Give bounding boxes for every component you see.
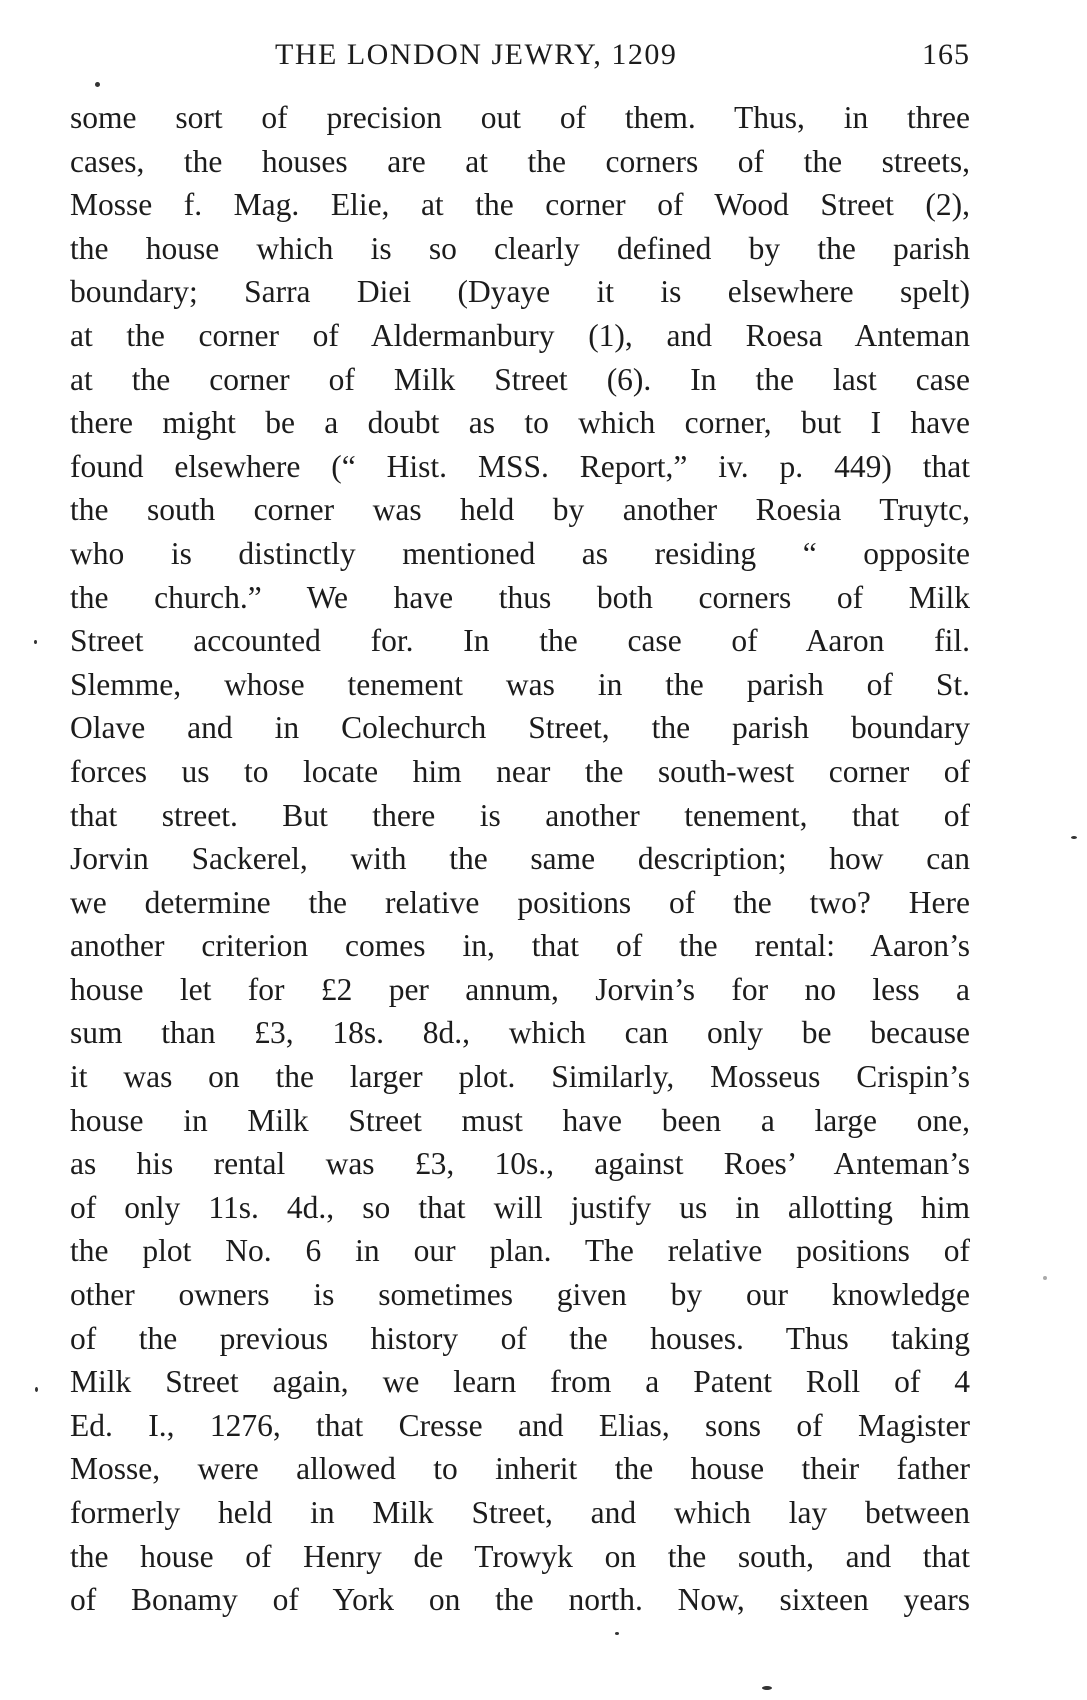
text-line: Mosse f. Mag. Elie, at the corner of Wood Street (2),: [70, 187, 970, 223]
text-line: another criterion comes in, that of the rental: Aaron’s: [70, 928, 970, 964]
scan-speck: [95, 82, 100, 87]
text-line: Mosse, were allowed to inherit the house their father: [70, 1451, 970, 1487]
text-line: found elsewhere (“ Hist. MSS. Report,” iv. p. 449) that: [70, 448, 970, 484]
text-line: it was on the larger plot. Similarly, Mosseus Crispin’s: [70, 1059, 970, 1095]
scan-speck: [762, 1686, 772, 1690]
scan-speck: [35, 1387, 38, 1392]
text-line: the plot No. 6 in our plan. The relative positions of: [70, 1233, 970, 1269]
text-line: the south corner was held by another Roesia Truytc,: [70, 492, 970, 528]
text-line: house let for £2 per annum, Jorvin’s for no less a: [70, 971, 970, 1007]
text-line: house in Milk Street must have been a large one,: [70, 1102, 970, 1138]
text-line: as his rental was £3, 10s., against Roes’ Anteman’s: [70, 1146, 970, 1182]
text-line: at the corner of Milk Street (6). In the last case: [70, 361, 970, 397]
text-line: of the previous history of the houses. Thus taking: [70, 1320, 970, 1356]
body-text: [70, 96, 970, 1622]
text-line: Ed. I., 1276, that Cresse and Elias, sons of Magister: [70, 1407, 970, 1443]
text-line: we determine the relative positions of the two? Here: [70, 884, 970, 920]
text-line: of only 11s. 4d., so that will justify us in allotting him: [70, 1189, 970, 1225]
text-line: who is distinctly mentioned as residing “ opposite: [70, 535, 970, 571]
text-line: at the corner of Aldermanbury (1), and Roesa Anteman: [70, 317, 970, 353]
text-line: sum than £3, 18s. 8d., which can only be because: [70, 1015, 970, 1051]
text-line: Olave and in Colechurch Street, the parish boundary: [70, 710, 970, 746]
scan-speck: [34, 640, 37, 644]
text-line: there might be a doubt as to which corner, but I have: [70, 405, 970, 441]
text-line: of Bonamy of York on the north. Now, sixteen years: [70, 1582, 970, 1618]
scan-speck: [615, 1632, 619, 1635]
text-line: cases, the houses are at the corners of the streets,: [70, 143, 970, 179]
text-line: Milk Street again, we learn from a Patent Roll of 4: [70, 1364, 970, 1400]
running-head-title: THE LONDON JEWRY, 1209: [275, 38, 678, 71]
text-line: forces us to locate him near the south-west corner of: [70, 753, 970, 789]
text-line: Jorvin Sackerel, with the same description; how can: [70, 841, 970, 877]
scan-speck: [1043, 1276, 1047, 1280]
text-line: formerly held in Milk Street, and which lay between: [70, 1495, 970, 1530]
text-line: some sort of precision out of them. Thus, in three: [70, 100, 970, 135]
running-head: [70, 38, 970, 82]
text-line: the house of Henry de Trowyk on the south, and that: [70, 1538, 970, 1574]
scan-speck: [1071, 836, 1077, 839]
text-line: boundary; Sarra Diei (Dyaye it is elsewhere spelt): [70, 274, 970, 310]
text-line: Street accounted for. In the case of Aaron fil.: [70, 623, 970, 659]
text-line: other owners is sometimes given by our knowledge: [70, 1277, 970, 1313]
text-line: the house which is so clearly defined by the parish: [70, 230, 970, 266]
text-line: the church.” We have thus both corners of Milk: [70, 579, 970, 615]
text-line: Slemme, whose tenement was in the parish of St.: [70, 666, 970, 702]
text-line: that street. But there is another tenement, that of: [70, 797, 970, 833]
page-number: 165: [922, 38, 970, 71]
